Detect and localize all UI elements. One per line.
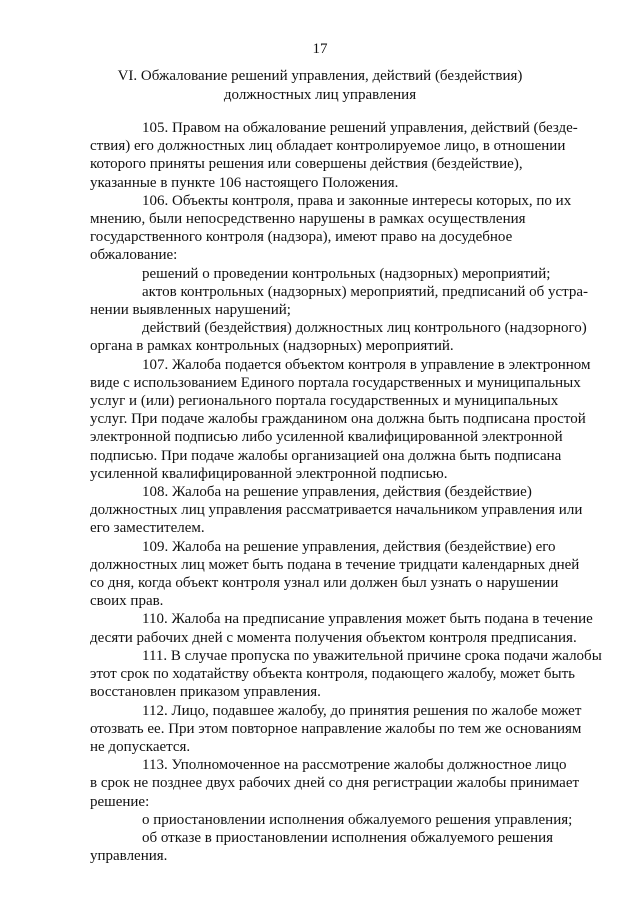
paragraph-108: 108. Жалоба на решение управления, действия (бездействие) должностных лиц управления рассматривается начальником управления или его заместителем.	[90, 484, 583, 537]
list-item-actions: действий (бездействия) должностных лиц контрольного (надзорного) органа в рамках контрольных (надзорных) мероприятий.	[90, 320, 587, 355]
paragraph-110: 110. Жалоба на предписание управления может быть подана в течение десяти рабочих дней с момента получения объектом контроля предписания.	[90, 611, 593, 646]
list-item-decisions: решений о проведении контрольных (надзорных) мероприятий;	[142, 265, 551, 282]
paragraph-106: 106. Объекты контроля, права и законные интересы которых, по их мнению, были непосредственно нарушены в рамках осуществления государственного контроля (надзора), имеют право на досудебное обжалование:	[90, 192, 572, 264]
paragraph-111: 111. В случае пропуска по уважительной причине срока подачи жалобы этот срок по ходатайству объекта контроля, подающего жалобу, может быть восстановлен приказом управления.	[90, 647, 602, 701]
paragraph-112: 112. Лицо, подавшее жалобу, до принятия решения по жалобе может отозвать ее. При этом повторное направление жалобы по тем же основаниям не допускается.	[90, 702, 582, 755]
paragraph-107: 107. Жалоба подается объектом контроля в управление в электронном виде с использованием Единого портала государственных и муниципальных услуг и (или) регионального портала государственных и муниципальных услуг. При подаче жалобы гражданином она должна быть подписана простой электронной подписью либо усиленной квалифицированной электронной подписью. При подаче жалобы организацией она должна быть подписана усиленной квалифицированной электронной подписью.	[90, 356, 591, 482]
document-body	[90, 119, 602, 865]
list-item-acts: актов контрольных (надзорных) мероприятий, предписаний об устра- нении выявленных нарушений;	[90, 283, 589, 319]
page-number: 17	[312, 41, 328, 57]
list-item-refusal: об отказе в приостановлении исполнения обжалуемого решения управления.	[90, 829, 554, 865]
paragraph-105: 105. Правом на обжалование решений управления, действий (безде- ствия) его должностных лиц обладает контролируемое лицо, в отношении которого приняты решения или совершены действия (бездействие), указанные в пункте 106 настоящего Положения.	[90, 120, 578, 191]
section-title: VI. Обжалование решений управления, действий (бездействия) должностных лиц управления	[117, 68, 523, 103]
list-item-suspension: о приостановлении исполнения обжалуемого решения управления;	[142, 811, 573, 828]
paragraph-109: 109. Жалоба на решение управления, действия (бездействие) его должностных лиц может быть подана в течение тридцати календарных дней со дня, когда объект контроля узнал или должен был узнать о нарушении своих прав.	[90, 538, 580, 610]
paragraph-113: 113. Уполномоченное на рассмотрение жалобы должностное лицо в срок не позднее двух рабочих дней со дня регистрации жалобы принимает решение:	[90, 757, 580, 810]
